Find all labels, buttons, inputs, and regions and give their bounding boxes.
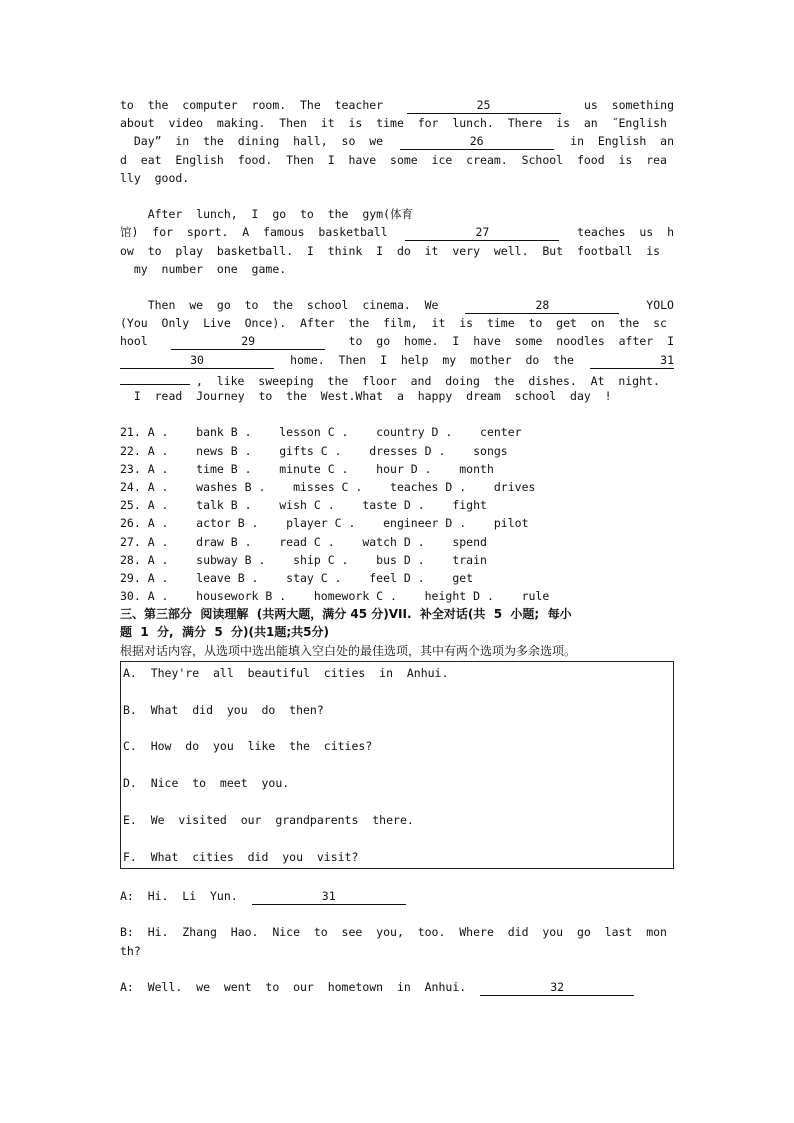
blank-31-start: 31 [590, 353, 674, 369]
dialogue-text: A: Hi. Li Yun. [120, 888, 238, 903]
passage-line [120, 242, 674, 260]
section-instruction: 根据对话内容，从选项中选出能填入空白处的最佳选项，其中有两个选项为多余选项。 [120, 643, 577, 658]
passage-line [120, 260, 674, 278]
box-option: B. What did you do then? [123, 702, 324, 717]
passage-text: YOLO [646, 298, 674, 313]
passage-text: 馆) for sport. A famous basketball [120, 225, 388, 240]
option-row: 30. A . housework B . homework C . height D . rule [120, 589, 550, 604]
passage-line [120, 205, 674, 223]
option-row: 21. A . bank B . lesson C . country D . center [120, 425, 522, 440]
passage-line [120, 332, 674, 350]
document-page [120, 96, 674, 996]
passage-text: to the computer room. The teacher [120, 98, 384, 112]
blank-29: 29 [171, 334, 325, 350]
dialogue-text: A: Well. we went to our hometown in Anhui. [120, 979, 467, 994]
passage-text: to go home. I have some noodles after I [348, 334, 674, 349]
blank-27: 27 [405, 225, 559, 241]
option-row: 26. A . actor B . player C . engineer D . pilot [120, 516, 529, 531]
passage-line [120, 369, 674, 387]
passage-line [120, 223, 674, 241]
passage-text: teaches us h [577, 225, 674, 240]
blank-28: 28 [465, 298, 619, 314]
dialogue-line: th? [120, 943, 141, 958]
choice-options-list [120, 423, 674, 605]
passage-text: lly good. [120, 170, 190, 185]
section-heading: 题 1 分, 满分 5 分)(共1题;共5分) [120, 625, 329, 640]
passage-text: (You Only Live Once). After the film, it is time to get on the sc [120, 316, 667, 331]
blank-31-end [120, 369, 190, 385]
passage-text: , like sweeping the floor and doing the dishes. At night. [196, 373, 660, 388]
option-row: 23. A . time B . minute C . hour D . month [120, 461, 494, 476]
option-row: 28. A . subway B . ship C . bus D . train [120, 552, 487, 567]
option-row: 22. A . news B . gifts C . dresses D . songs [120, 443, 508, 458]
box-option: D. Nice to meet you. [123, 776, 290, 791]
passage-line [120, 96, 674, 114]
box-option: E. We visited our grandparents there. [123, 813, 414, 827]
passage-text: home. Then I help my mother do the [290, 352, 574, 367]
passage-line [120, 151, 674, 169]
box-option: F. What cities did you visit? [123, 849, 359, 864]
passage-line [120, 296, 674, 314]
passage-text: in English an [570, 134, 674, 149]
dialogue-line [120, 978, 674, 996]
blank-25: 25 [407, 98, 561, 114]
dialogue-line: B: Hi. Zhang Hao. Nice to see you, too. Where did you go last mon [120, 925, 667, 940]
passage-line [120, 351, 674, 369]
passage-text: us something [583, 98, 674, 112]
passage-line [120, 314, 674, 332]
blank-31: 31 [252, 889, 406, 905]
passage-text: I read Journey to the West.What a happy dream school day ! [120, 389, 612, 403]
passage-text: about video making. Then it is time for lunch. There is an ˝English [120, 116, 667, 131]
blank-30: 30 [120, 353, 274, 369]
option-row: 24. A . washes B . misses C . teaches D . drives [120, 479, 536, 494]
passage-text: Then we go to the school cinema. We [120, 298, 439, 313]
passage-line [120, 169, 674, 187]
passage-text: my number one game. [120, 261, 287, 276]
dialogue-line [120, 887, 674, 905]
option-row: 27. A . draw B . read C . watch D . spend [120, 534, 487, 549]
passage-text: d eat English food. Then I have some ice cream. School food is rea [120, 152, 667, 167]
passage-text: Dayˮ in the dining hall, so we [120, 134, 384, 149]
box-option: A. They're all beautiful cities in Anhui. [123, 665, 449, 680]
passage-line [120, 132, 674, 150]
section-heading: 三、第三部分 阅读理解 (共两大题，满分 45 分)VII. 补全对话(共 5 小题; 每小 [120, 607, 572, 622]
dialogue-options-box [120, 661, 674, 869]
box-option: C. How do you like the cities? [123, 739, 373, 754]
passage-line [120, 114, 674, 132]
option-row: 29. A . leave B . stay C . feel D . get [120, 570, 474, 585]
blank-26: 26 [400, 134, 554, 150]
passage-text: ow to play basketball. I think I do it very well. But football is [120, 243, 661, 258]
option-row: 25. A . talk B . wish C . taste D . fight [120, 498, 487, 513]
passage-line [120, 387, 674, 405]
passage-text: After lunch, I go to the gym(体育 [120, 207, 414, 222]
blank-32: 32 [480, 980, 634, 996]
passage-text: hool [120, 334, 148, 349]
